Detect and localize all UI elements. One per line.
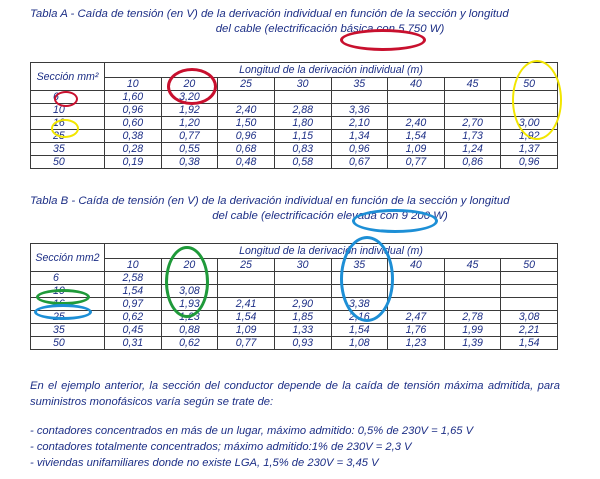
voltage-drop-cell: 1,92 — [501, 130, 558, 143]
voltage-drop-cell: 0,62 — [105, 311, 162, 324]
section-cell: 10 — [31, 104, 105, 117]
voltage-drop-cell: 2,41 — [218, 298, 275, 311]
table-a-title-line2: del cable (electrificación básica con 5 750 W) — [215, 23, 445, 35]
voltage-drop-cell — [388, 91, 445, 104]
section-cell: 10 — [31, 285, 105, 298]
voltage-drop-cell — [161, 272, 218, 285]
length-value: 45 — [444, 78, 501, 91]
voltage-drop-cell — [388, 272, 445, 285]
table-row — [31, 117, 558, 130]
table-row — [31, 298, 558, 311]
voltage-drop-cell — [388, 285, 445, 298]
table-b-title-line2: del cable (electrificación elevada con 9 200 W) — [212, 210, 448, 222]
voltage-drop-cell — [218, 91, 275, 104]
voltage-drop-cell — [444, 285, 501, 298]
voltage-drop-cell — [444, 298, 501, 311]
section-cell: 25 — [31, 130, 105, 143]
voltage-drop-cell: 0,96 — [218, 130, 275, 143]
section-cell: 50 — [31, 156, 105, 169]
voltage-drop-cell: 0,38 — [105, 130, 162, 143]
voltage-drop-cell — [444, 272, 501, 285]
voltage-drop-cell — [274, 272, 331, 285]
voltage-drop-cell: 0,67 — [331, 156, 388, 169]
length-value: 40 — [388, 78, 445, 91]
voltage-drop-cell: 1,54 — [331, 324, 388, 337]
table-a-title — [0, 7, 600, 37]
voltage-drop-cell — [218, 285, 275, 298]
voltage-drop-cell: 3,38 — [331, 298, 388, 311]
voltage-drop-cell: 2,70 — [444, 117, 501, 130]
table-b-title — [0, 194, 600, 224]
voltage-drop-cell: 0,96 — [501, 156, 558, 169]
voltage-drop-cell: 1,85 — [274, 311, 331, 324]
voltage-drop-cell: 2,58 — [105, 272, 162, 285]
section-cell: 16 — [31, 117, 105, 130]
voltage-drop-cell — [331, 285, 388, 298]
voltage-drop-cell: 2,21 — [501, 324, 558, 337]
voltage-drop-cell: 0,60 — [105, 117, 162, 130]
voltage-drop-cell — [331, 272, 388, 285]
voltage-drop-cell: 1,33 — [274, 324, 331, 337]
voltage-drop-cell: 2,40 — [218, 104, 275, 117]
section-header: Sección mm² — [31, 63, 105, 91]
length-values-row — [31, 78, 558, 91]
section-cell: 35 — [31, 143, 105, 156]
voltage-drop-cell: 1,23 — [161, 311, 218, 324]
table-row — [31, 337, 558, 350]
voltage-drop-cell — [501, 91, 558, 104]
voltage-drop-cell: 0,48 — [218, 156, 275, 169]
list-item: - viviendas unifamiliares donde no existe LGA, 1,5% de 230V = 3,45 V — [30, 457, 379, 469]
table-row — [31, 311, 558, 324]
voltage-drop-cell: 0,96 — [105, 104, 162, 117]
length-value: 50 — [501, 78, 558, 91]
voltage-drop-cell — [388, 298, 445, 311]
voltage-drop-cell: 1,93 — [161, 298, 218, 311]
section-header: Sección mm2 — [31, 244, 105, 272]
voltage-drop-cell: 0,97 — [105, 298, 162, 311]
voltage-drop-limits-list — [30, 423, 473, 471]
length-value: 30 — [274, 259, 331, 272]
table-b-title-line1: Tabla B - Caída de tensión (en V) de la derivación individual en función de la sección y longitud — [30, 195, 510, 207]
length-value: 30 — [274, 78, 331, 91]
voltage-drop-cell — [218, 272, 275, 285]
length-value: 25 — [218, 78, 275, 91]
voltage-drop-cell: 1,60 — [105, 91, 162, 104]
voltage-drop-cell — [274, 91, 331, 104]
voltage-drop-cell: 3,00 — [501, 117, 558, 130]
table-row — [31, 156, 558, 169]
voltage-drop-cell: 1,15 — [274, 130, 331, 143]
section-cell: 50 — [31, 337, 105, 350]
section-cell: 16 — [31, 298, 105, 311]
voltage-drop-cell: 0,77 — [161, 130, 218, 143]
voltage-drop-cell: 1,39 — [444, 337, 501, 350]
voltage-drop-cell: 0,38 — [161, 156, 218, 169]
voltage-drop-cell: 2,90 — [274, 298, 331, 311]
voltage-drop-cell — [501, 285, 558, 298]
length-value: 20 — [161, 259, 218, 272]
table-b — [30, 243, 558, 350]
voltage-drop-cell: 1,20 — [161, 117, 218, 130]
voltage-drop-cell: 1,37 — [501, 143, 558, 156]
voltage-drop-cell: 1,80 — [274, 117, 331, 130]
length-value: 20 — [161, 78, 218, 91]
voltage-drop-cell: 1,09 — [218, 324, 275, 337]
section-cell: 25 — [31, 311, 105, 324]
voltage-drop-cell: 1,34 — [331, 130, 388, 143]
voltage-drop-cell: 0,96 — [331, 143, 388, 156]
voltage-drop-cell: 3,08 — [161, 285, 218, 298]
voltage-drop-cell: 0,83 — [274, 143, 331, 156]
length-header: Longitud de la derivación individual (m) — [105, 244, 558, 259]
list-item: - contadores concentrados en más de un lugar, máximo admitido: 0,5% de 230V = 1,65 V — [30, 425, 474, 437]
length-value: 50 — [501, 259, 558, 272]
voltage-drop-cell: 1,23 — [388, 337, 445, 350]
voltage-drop-cell: 0,31 — [105, 337, 162, 350]
voltage-drop-cell: 1,08 — [331, 337, 388, 350]
voltage-drop-cell — [388, 104, 445, 117]
table-row — [31, 104, 558, 117]
voltage-drop-cell: 2,47 — [388, 311, 445, 324]
voltage-drop-cell: 2,78 — [444, 311, 501, 324]
voltage-drop-cell: 2,10 — [331, 117, 388, 130]
voltage-drop-cell: 0,55 — [161, 143, 218, 156]
voltage-drop-cell: 1,73 — [444, 130, 501, 143]
voltage-drop-cell: 1,54 — [105, 285, 162, 298]
length-value: 25 — [218, 259, 275, 272]
voltage-drop-cell — [501, 272, 558, 285]
voltage-drop-cell: 1,50 — [218, 117, 275, 130]
length-value: 45 — [444, 259, 501, 272]
length-value: 35 — [331, 78, 388, 91]
length-value: 10 — [105, 259, 162, 272]
voltage-drop-cell: 0,58 — [274, 156, 331, 169]
list-item: - contadores totalmente concentrados; máximo admitido:1% de 230V = 2,3 V — [30, 441, 412, 453]
voltage-drop-cell — [274, 285, 331, 298]
length-header: Longitud de la derivación individual (m) — [105, 63, 558, 78]
table-row — [31, 272, 558, 285]
voltage-drop-cell: 2,88 — [274, 104, 331, 117]
voltage-drop-cell: 0,68 — [218, 143, 275, 156]
voltage-drop-cell: 3,36 — [331, 104, 388, 117]
voltage-drop-cell: 1,24 — [444, 143, 501, 156]
section-cell: 6 — [31, 91, 105, 104]
table-row — [31, 130, 558, 143]
table-row — [31, 143, 558, 156]
voltage-drop-cell: 0,19 — [105, 156, 162, 169]
section-cell: 6 — [31, 272, 105, 285]
voltage-drop-cell: 1,54 — [501, 337, 558, 350]
voltage-drop-cell: 1,76 — [388, 324, 445, 337]
table-row — [31, 285, 558, 298]
voltage-drop-cell: 3,08 — [501, 311, 558, 324]
length-value: 35 — [331, 259, 388, 272]
voltage-drop-cell: 1,92 — [161, 104, 218, 117]
voltage-drop-cell: 0,28 — [105, 143, 162, 156]
table-header-row — [31, 63, 558, 78]
voltage-drop-cell: 0,88 — [161, 324, 218, 337]
length-values-row — [31, 259, 558, 272]
voltage-drop-cell: 2,16 — [331, 311, 388, 324]
voltage-drop-cell — [501, 104, 558, 117]
table-row — [31, 91, 558, 104]
voltage-drop-cell: 0,45 — [105, 324, 162, 337]
voltage-drop-cell: 0,86 — [444, 156, 501, 169]
voltage-drop-cell: 3,20 — [161, 91, 218, 104]
length-value: 40 — [388, 259, 445, 272]
voltage-drop-cell: 2,40 — [388, 117, 445, 130]
table-a-title-line1: Tabla A - Caída de tensión (en V) de la derivación individual en función de la sección y longitud — [30, 8, 509, 20]
voltage-drop-cell — [444, 91, 501, 104]
voltage-drop-cell — [444, 104, 501, 117]
voltage-drop-cell: 0,77 — [218, 337, 275, 350]
voltage-drop-cell: 1,54 — [218, 311, 275, 324]
section-cell: 35 — [31, 324, 105, 337]
table-row — [31, 324, 558, 337]
voltage-drop-cell: 1,54 — [388, 130, 445, 143]
voltage-drop-cell — [331, 91, 388, 104]
length-value: 10 — [105, 78, 162, 91]
voltage-drop-cell: 0,62 — [161, 337, 218, 350]
explanation-paragraph: En el ejemplo anterior, la sección del conductor depende de la caída de tensión máxima admitida, para suministros monofásicos varía según se trate de: — [30, 380, 560, 408]
voltage-drop-cell: 0,93 — [274, 337, 331, 350]
voltage-drop-cell: 1,99 — [444, 324, 501, 337]
table-a — [30, 62, 558, 169]
table-header-row — [31, 244, 558, 259]
voltage-drop-cell: 0,77 — [388, 156, 445, 169]
voltage-drop-cell: 1,09 — [388, 143, 445, 156]
voltage-drop-cell — [501, 298, 558, 311]
